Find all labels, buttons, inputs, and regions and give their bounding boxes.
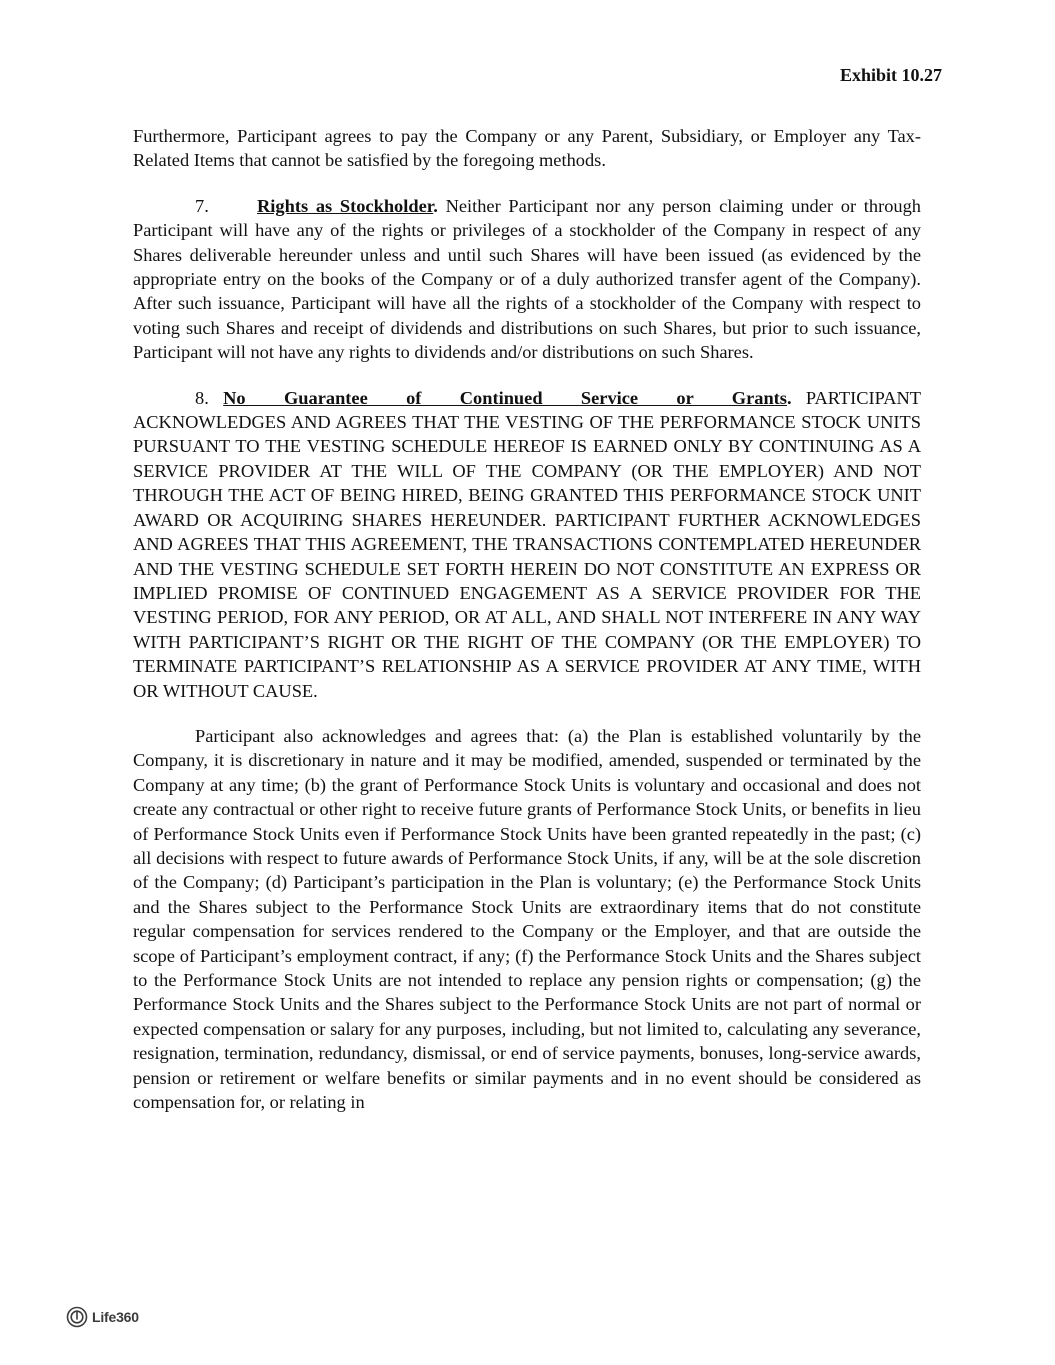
section-8-heading: No Guarantee of Continued Service or Grants	[223, 387, 787, 408]
section-8-text: PARTICIPANT ACKNOWLEDGES AND AGREES THAT THE VESTING OF THE PERFORMANCE STOCK UNITS PURSUANT TO THE VESTING SCHEDULE HEREOF IS EARNED ONLY BY CONTINUING AS A SERVICE PROVIDER AT THE WILL OF THE COMPANY (OR THE EMPLOYER) AND NOT THROUGH THE ACT OF BEING HIRED, BEING GRANTED THIS PERFORMANCE STOCK UNIT AWARD OR ACQUIRING SHARES HEREUNDER. PARTICIPANT FURTHER ACKNOWLEDGES AND AGREES THAT THIS AGREEMENT, THE TRANSACTIONS CONTEMPLATED HEREUNDER AND THE VESTING SCHEDULE SET FORTH HEREIN DO NOT CONSTITUTE AN EXPRESS OR IMPLIED PROMISE OF CONTINUED ENGAGEMENT AS A SERVICE PROVIDER FOR THE VESTING PERIOD, FOR ANY PERIOD, OR AT ALL, AND SHALL NOT INTERFERE IN ANY WAY WITH PARTICIPANT’S RIGHT OR THE RIGHT OF THE COMPANY (OR THE EMPLOYER) TO TERMINATE PARTICIPANT’S RELATIONSHIP AS A SERVICE PROVIDER AT ANY TIME, WITH OR WITHOUT CAUSE.	[133, 387, 921, 701]
intro-paragraph: Furthermore, Participant agrees to pay the Company or any Parent, Subsidiary, or Employer any Tax-Related Items that cannot be satisfied by the foregoing methods.	[133, 126, 921, 171]
section-8-heading-punct: .	[786, 387, 792, 408]
section-7-heading: Rights as Stockholder	[257, 195, 434, 216]
section-7-number: 7.	[195, 195, 209, 216]
section-7-text: Neither Participant nor any person claiming under or through Participant will have any of the rights or privileges of a stockholder of the Company in respect of any Shares deliverable hereunder unless and until such Shares will have been issued (as evidenced by the appropriate entry on the books of the Company or of a duly authorized transfer agent of the Company). After such issuance, Participant will have all the rights of a stockholder of the Company with respect to voting such Shares and receipt of dividends and distributions on such Shares, but prior to such issuance, Participant will not have any rights to dividends and/or distributions on such Shares.	[133, 195, 921, 363]
life360-wordmark: Life360	[92, 1309, 139, 1325]
exhibit-label: Exhibit 10.27	[839, 65, 942, 85]
section-8-number: 8.	[195, 387, 209, 408]
footer-logo	[66, 1306, 139, 1328]
section-7-paragraph	[133, 194, 921, 365]
section-7-heading-punct: .	[433, 195, 438, 216]
document-body	[133, 124, 921, 1135]
life360-logo-icon	[66, 1306, 88, 1328]
acknowledgement-paragraph: Participant also acknowledges and agrees that: (a) the Plan is established voluntarily by the Company, it is discretionary in nature and it may be modified, amended, suspended or terminated by the Company at any time; (b) the grant of Performance Stock Units is voluntary and occasional and does not create any contractual or other right to receive future grants of Performance Stock Units, or benefits in lieu of Performance Stock Units even if Performance Stock Units have been granted repeatedly in the past; (c) all decisions with respect to future awards of Performance Stock Units, if any, will be at the sole discretion of the Company; (d) Participant’s participation in the Plan is voluntary; (e) the Performance Stock Units and the Shares subject to the Performance Stock Units are extraordinary items that do not constitute regular compensation for services rendered to the Company or the Employer, and that are outside the scope of Participant’s employment contract, if any; (f) the Performance Stock Units and the Shares subject to the Performance Stock Units are not intended to replace any pension rights or compensation; (g) the Performance Stock Units and the Shares subject to the Performance Stock Units are not part of normal or expected compensation or salary for any purposes, including, but not limited to, calculating any severance, resignation, termination, redundancy, dismissal, or end of service payments, bonuses, long-service awards, pension or retirement or welfare benefits or similar payments and in no event should be considered as compensation for, or relating in	[133, 725, 921, 1113]
section-8-paragraph	[133, 386, 921, 703]
